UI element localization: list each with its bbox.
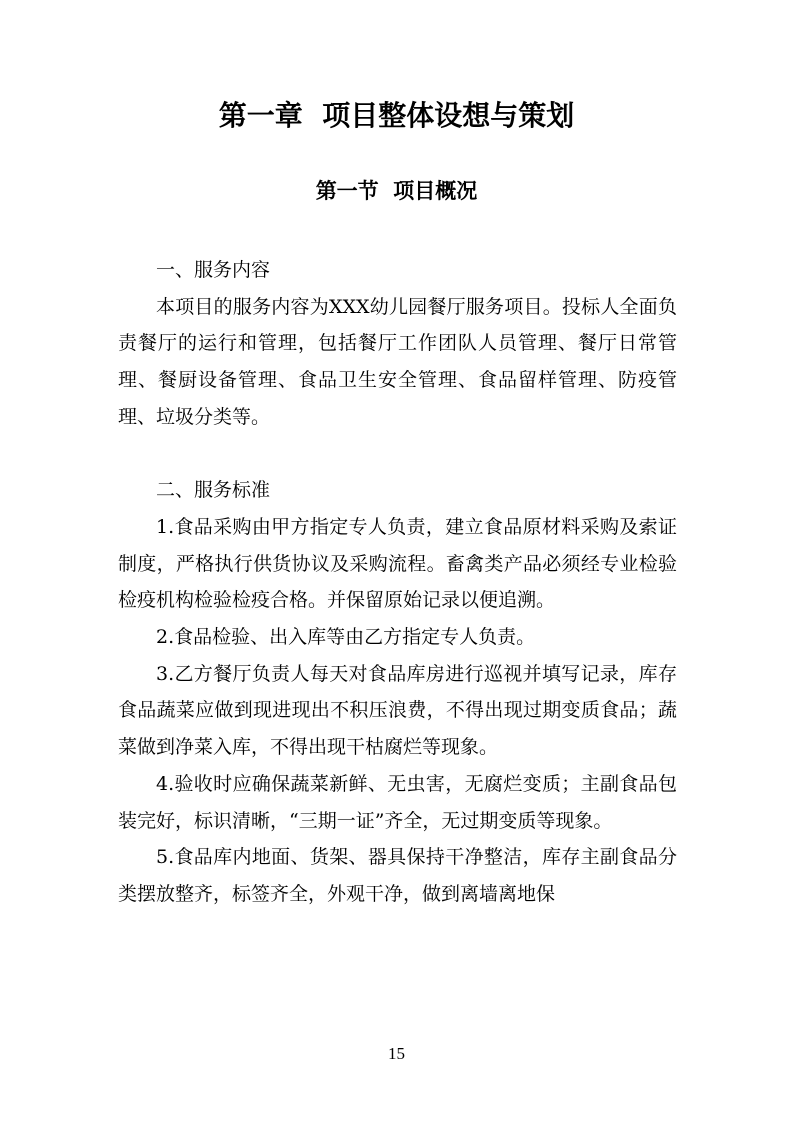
service-standard-heading: 二、服务标准 [156,479,271,502]
document-body [118,252,677,913]
standard-item-3: 3.乙方餐厅负责人每天对食品库房进行巡视并填写记录，库存食品蔬菜应做到现进现出不积压浪费，不得出现过期变质食品；蔬菜做到净菜入库，不得出现干枯腐烂等现象。 [118,662,677,759]
standard-item-4: 4.验收时应确保蔬菜新鲜、无虫害，无腐烂变质；主副食品包装完好，标识清晰，“三期一证”齐全，无过期变质等现象。 [118,772,677,832]
paragraph-gap [118,436,677,473]
page-number: 15 [388,1044,405,1063]
service-content-heading: 一、服务内容 [156,259,271,281]
section-title: 第一节 项目概况 [315,179,478,203]
standard-item-2: 2.食品检验、出入库等由乙方指定专人负责。 [156,626,536,649]
service-content-paragraph: 本项目的服务内容为XXX幼儿园餐厅服务项目。投标人全面负责餐厅的运行和管理，包括餐厅工作团队人员管理、餐厅日常管理、餐厨设备管理、食品卫生安全管理、食品留样管理、防疫管理、垃圾分类等。 [118,295,677,428]
standard-item-5: 5.食品库内地面、货架、器具保持干净整洁，库存主副食品分类摆放整齐，标签齐全，外观干净，做到离墙离地保 [118,846,677,905]
standard-item-1: 1.食品采购由甲方指定专人负责，建立食品原材料采购及索证制度，严格执行供货协议及采购流程。畜禽类产品必须经专业检验检疫机构检验检疫合格。并保留原始记录以便追溯。 [118,515,677,612]
chapter-title: 第一章 项目整体设想与策划 [218,99,575,132]
